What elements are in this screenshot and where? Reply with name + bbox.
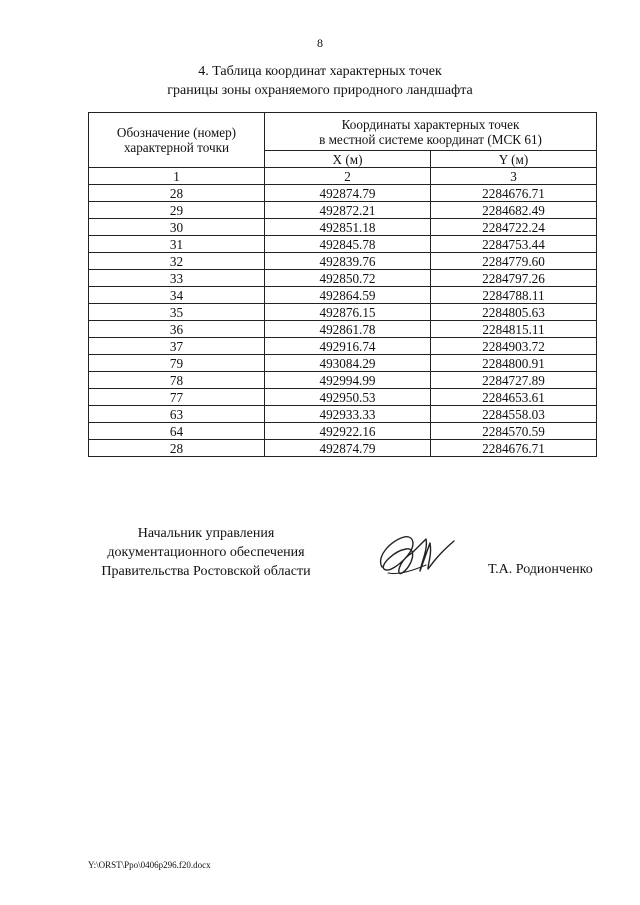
table-row bbox=[89, 423, 597, 440]
point-number-cell: 36 bbox=[89, 321, 265, 338]
table-row bbox=[89, 219, 597, 236]
table-row bbox=[89, 372, 597, 389]
x-coordinate-cell: 492876.15 bbox=[265, 304, 431, 321]
y-coordinate-cell: 2284805.63 bbox=[431, 304, 597, 321]
point-number-cell: 28 bbox=[89, 185, 265, 202]
table-row bbox=[89, 406, 597, 423]
header-coordinates-line-2: в местной системе координат (МСК 61) bbox=[319, 131, 542, 147]
point-number-cell: 79 bbox=[89, 355, 265, 372]
signer-position-line-2: документационного обеспечения bbox=[107, 545, 305, 560]
y-coordinate-cell: 2284779.60 bbox=[431, 253, 597, 270]
x-coordinate-cell: 492994.99 bbox=[265, 372, 431, 389]
point-number-cell: 64 bbox=[89, 423, 265, 440]
y-coordinate-cell: 2284722.24 bbox=[431, 219, 597, 236]
x-coordinate-cell: 492864.59 bbox=[265, 287, 431, 304]
point-number-cell: 35 bbox=[89, 304, 265, 321]
header-coordinates-line-1: Координаты характерных точек bbox=[341, 116, 520, 132]
y-coordinate-cell: 2284727.89 bbox=[431, 372, 597, 389]
coordinates-table bbox=[88, 112, 597, 457]
page-number: 8 bbox=[317, 36, 323, 50]
header-coordinates bbox=[265, 113, 597, 151]
y-coordinate-cell: 2284676.71 bbox=[431, 440, 597, 457]
x-coordinate-cell: 492845.78 bbox=[265, 236, 431, 253]
table-row bbox=[89, 202, 597, 219]
point-number-cell: 30 bbox=[89, 219, 265, 236]
y-coordinate-cell: 2284800.91 bbox=[431, 355, 597, 372]
table-row bbox=[89, 287, 597, 304]
table-row bbox=[89, 270, 597, 287]
point-number-cell: 63 bbox=[89, 406, 265, 423]
table-row bbox=[89, 253, 597, 270]
point-number-cell: 78 bbox=[89, 372, 265, 389]
y-coordinate-cell: 2284797.26 bbox=[431, 270, 597, 287]
point-number-cell: 28 bbox=[89, 440, 265, 457]
table-row bbox=[89, 355, 597, 372]
header-point-designation: Обозначение (номер) характерной точки bbox=[89, 113, 265, 168]
table-row bbox=[89, 321, 597, 338]
y-coordinate-cell: 2284570.59 bbox=[431, 423, 597, 440]
y-coordinate-cell: 2284753.44 bbox=[431, 236, 597, 253]
point-number-cell: 29 bbox=[89, 202, 265, 219]
header-y: Y (м) bbox=[431, 151, 597, 168]
x-coordinate-cell: 492933.33 bbox=[265, 406, 431, 423]
x-coordinate-cell: 492922.16 bbox=[265, 423, 431, 440]
column-number: 2 bbox=[265, 168, 431, 185]
signer-position-line-1: Начальник управления bbox=[137, 526, 275, 541]
handwritten-signature bbox=[368, 527, 468, 583]
signer-position bbox=[86, 524, 326, 581]
column-number: 3 bbox=[431, 168, 597, 185]
table-title bbox=[0, 62, 640, 100]
x-coordinate-cell: 492950.53 bbox=[265, 389, 431, 406]
y-coordinate-cell: 2284653.61 bbox=[431, 389, 597, 406]
y-coordinate-cell: 2284903.72 bbox=[431, 338, 597, 355]
point-number-cell: 37 bbox=[89, 338, 265, 355]
signer-position-line-3: Правительства Ростовской области bbox=[101, 564, 311, 579]
file-path: Y:\ORST\Ppo\0406p296.f20.docx bbox=[88, 860, 211, 870]
table-row bbox=[89, 440, 597, 457]
point-number-cell: 77 bbox=[89, 389, 265, 406]
x-coordinate-cell: 492874.79 bbox=[265, 185, 431, 202]
header-x: X (м) bbox=[265, 151, 431, 168]
column-number: 1 bbox=[89, 168, 265, 185]
y-coordinate-cell: 2284676.71 bbox=[431, 185, 597, 202]
x-coordinate-cell: 492850.72 bbox=[265, 270, 431, 287]
x-coordinate-cell: 492861.78 bbox=[265, 321, 431, 338]
x-coordinate-cell: 492872.21 bbox=[265, 202, 431, 219]
table-title-line-1: 4. Таблица координат характерных точек bbox=[198, 64, 442, 79]
table-row bbox=[89, 304, 597, 321]
table-row bbox=[89, 236, 597, 253]
point-number-cell: 34 bbox=[89, 287, 265, 304]
point-number-cell: 31 bbox=[89, 236, 265, 253]
y-coordinate-cell: 2284815.11 bbox=[431, 321, 597, 338]
y-coordinate-cell: 2284682.49 bbox=[431, 202, 597, 219]
table-row bbox=[89, 185, 597, 202]
signer-name: Т.А. Родионченко bbox=[488, 562, 593, 577]
x-coordinate-cell: 493084.29 bbox=[265, 355, 431, 372]
x-coordinate-cell: 492839.76 bbox=[265, 253, 431, 270]
point-number-cell: 32 bbox=[89, 253, 265, 270]
point-number-cell: 33 bbox=[89, 270, 265, 287]
y-coordinate-cell: 2284788.11 bbox=[431, 287, 597, 304]
table-row bbox=[89, 389, 597, 406]
x-coordinate-cell: 492874.79 bbox=[265, 440, 431, 457]
table-row bbox=[89, 338, 597, 355]
table-title-line-2: границы зоны охраняемого природного ландшафта bbox=[167, 83, 473, 98]
y-coordinate-cell: 2284558.03 bbox=[431, 406, 597, 423]
x-coordinate-cell: 492851.18 bbox=[265, 219, 431, 236]
x-coordinate-cell: 492916.74 bbox=[265, 338, 431, 355]
